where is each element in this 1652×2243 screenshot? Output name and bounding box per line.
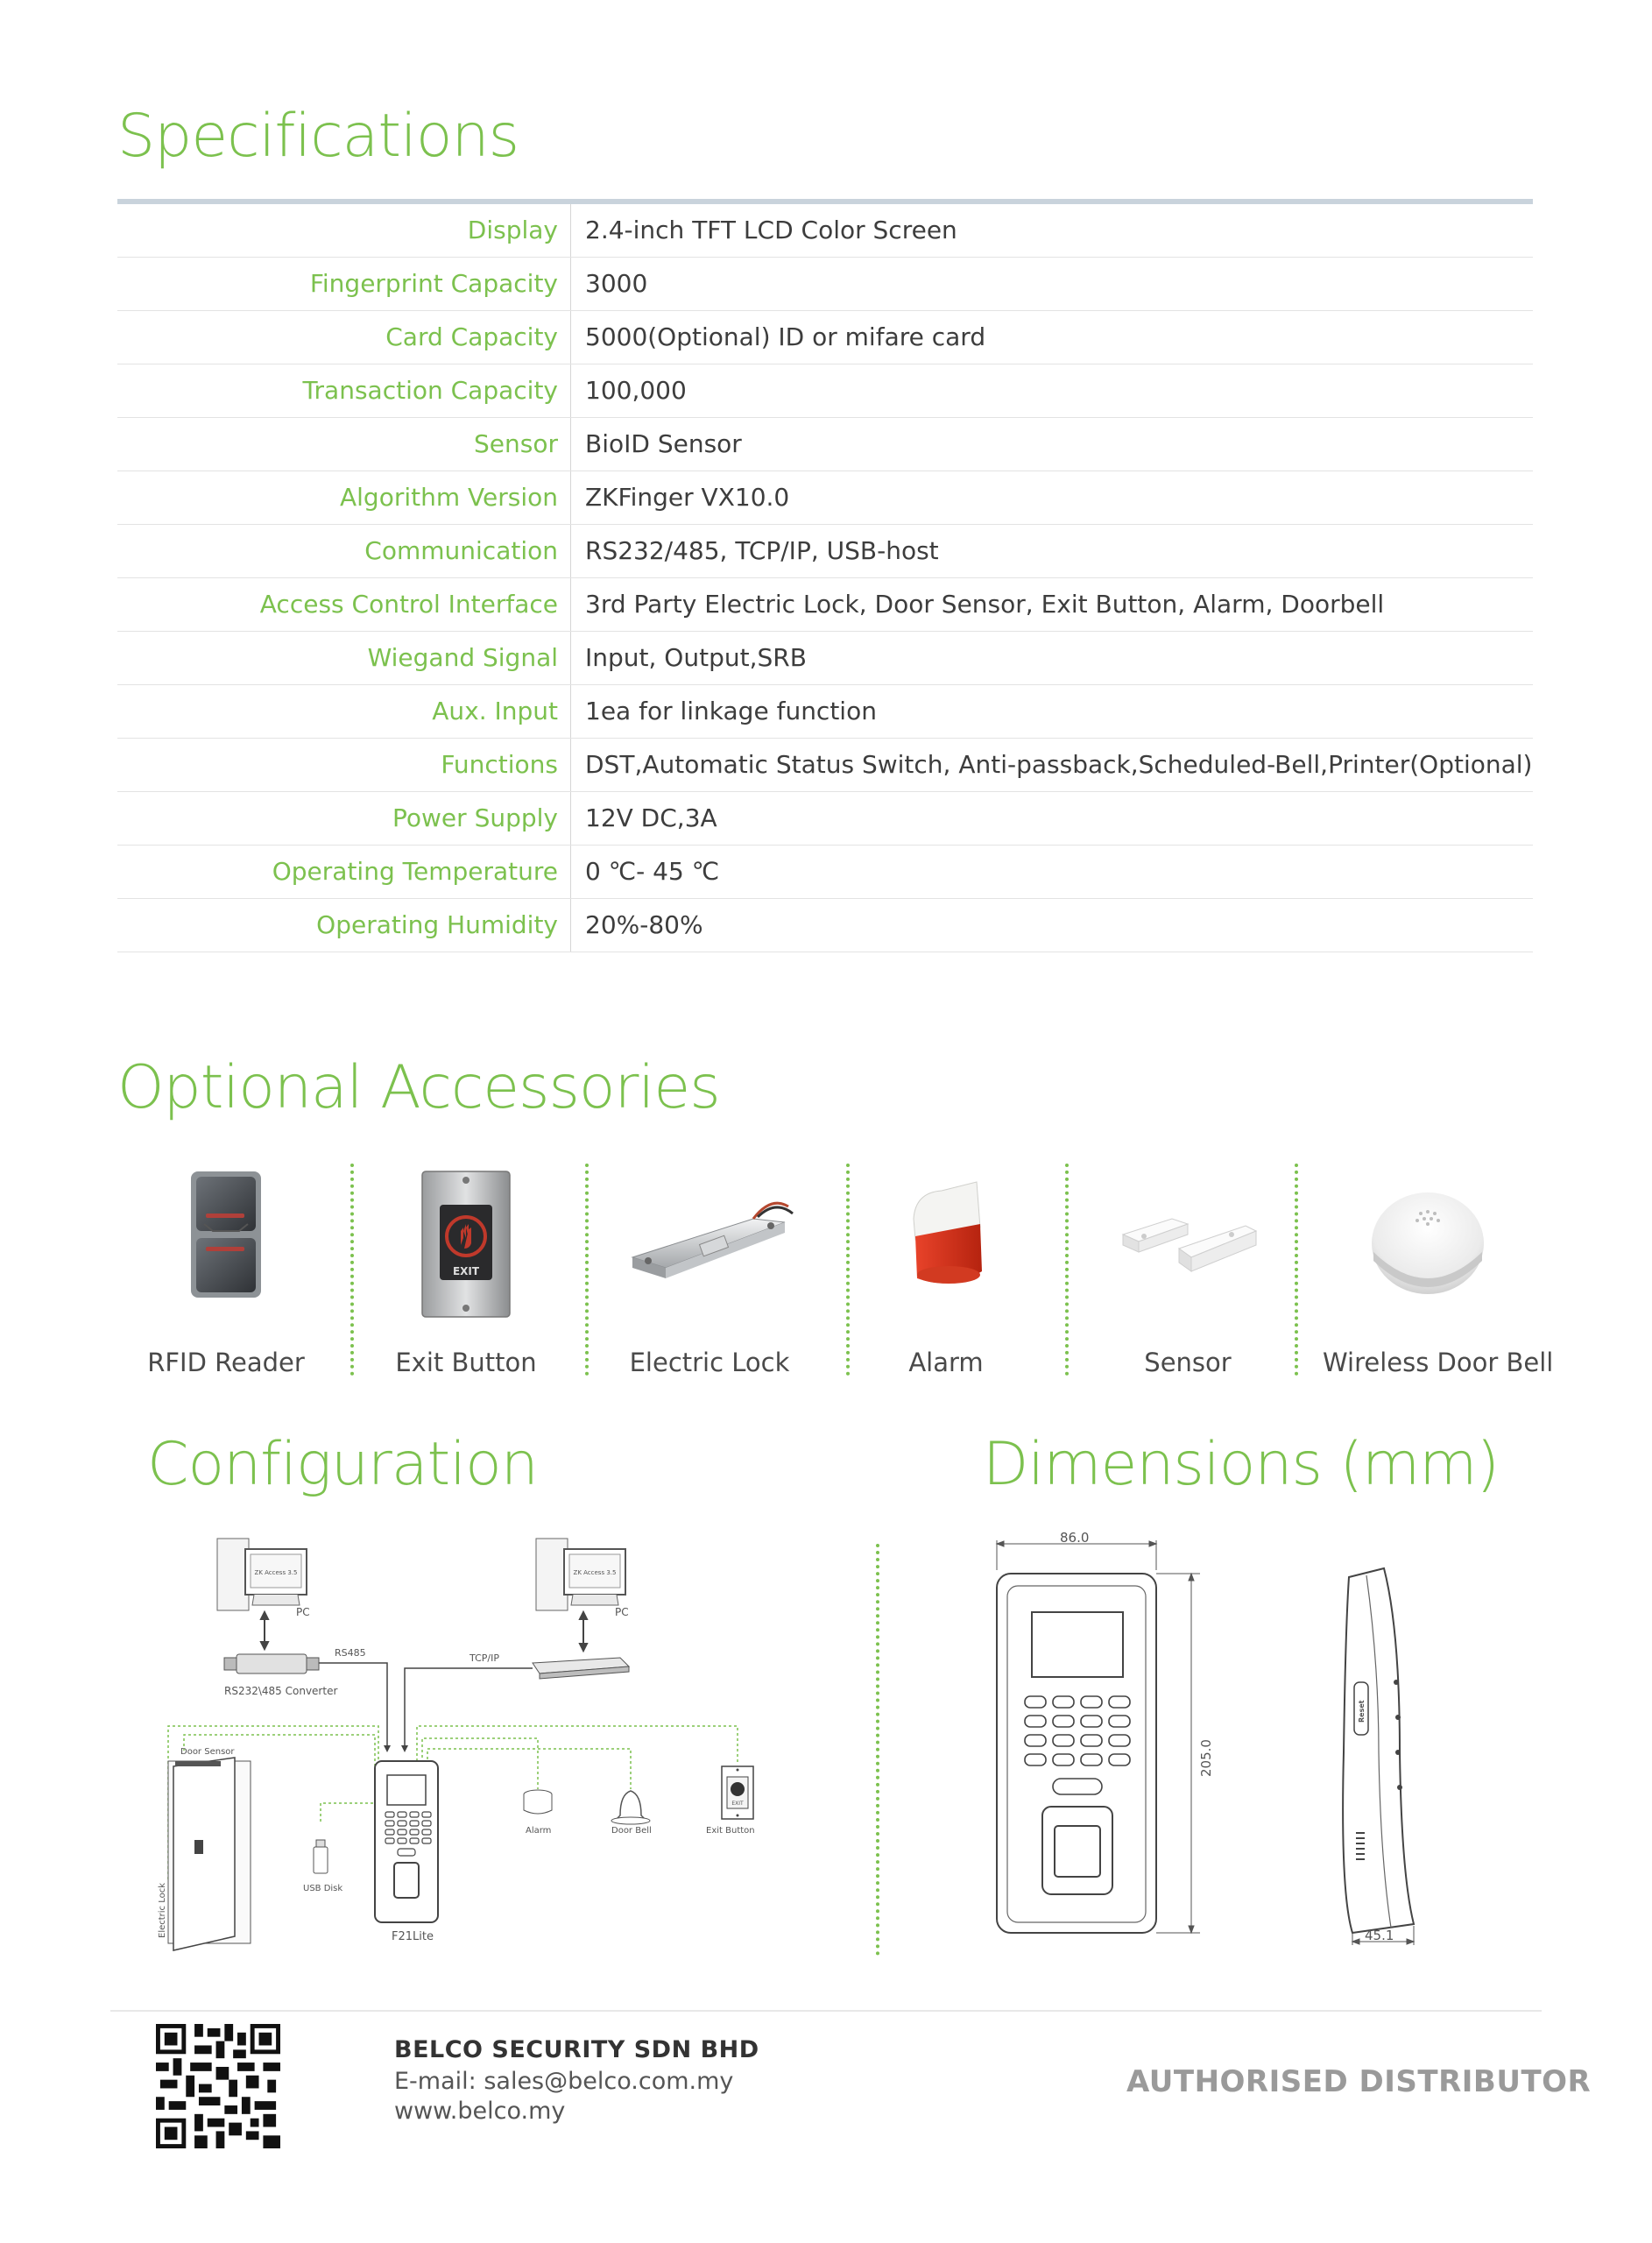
spec-row-sensor bbox=[117, 418, 1533, 471]
spec-row-aux-input bbox=[117, 685, 1533, 739]
converter-label: RS232\485 Converter bbox=[224, 1685, 338, 1697]
spec-label: Functions bbox=[117, 739, 571, 791]
spec-row-operating-humidity bbox=[117, 899, 1533, 952]
accessory-label: Sensor bbox=[1144, 1348, 1232, 1377]
door-bell-label: Door Bell bbox=[611, 1826, 652, 1836]
rfid-reader-icon bbox=[187, 1170, 265, 1301]
exit-button-icon bbox=[420, 1170, 512, 1319]
accessory-label: Exit Button bbox=[395, 1348, 537, 1377]
spec-label: Card Capacity bbox=[117, 311, 571, 364]
pc-label: PC bbox=[296, 1606, 310, 1618]
spec-value: 1ea for linkage function bbox=[585, 697, 877, 725]
pc-screen-label: ZK Access 3.5 bbox=[573, 1569, 617, 1576]
spec-value: 3000 bbox=[585, 269, 648, 298]
spec-row-functions bbox=[117, 739, 1533, 792]
door-icon bbox=[158, 1747, 251, 1950]
network-switch-icon bbox=[533, 1658, 629, 1679]
reset-label: Reset bbox=[1358, 1700, 1366, 1723]
accessory-label: Wireless Door Bell bbox=[1323, 1348, 1554, 1377]
door-bell-icon bbox=[1366, 1182, 1489, 1296]
spec-value: BioID Sensor bbox=[585, 429, 742, 458]
device-label: F21Lite bbox=[392, 1930, 434, 1943]
spec-row-transaction-capacity bbox=[117, 364, 1533, 418]
spec-row-communication bbox=[117, 525, 1533, 578]
accessory-electric-lock bbox=[613, 1161, 806, 1380]
spec-label: Sensor bbox=[117, 418, 571, 471]
pc-icon bbox=[536, 1539, 629, 1618]
accessory-divider bbox=[1295, 1164, 1298, 1376]
accessory-wireless-door-bell bbox=[1323, 1161, 1554, 1380]
spec-value: ZKFinger VX10.0 bbox=[585, 483, 790, 512]
pc-label: PC bbox=[615, 1606, 629, 1618]
spec-row-access-control-interface bbox=[117, 578, 1533, 632]
spec-row-algorithm-version bbox=[117, 471, 1533, 525]
spec-label: Aux. Input bbox=[117, 685, 571, 738]
exit-label: EXIT bbox=[452, 1265, 480, 1277]
alarm-icon bbox=[524, 1790, 552, 1836]
accessory-label: Electric Lock bbox=[629, 1348, 790, 1377]
usb-disk-label: USB Disk bbox=[303, 1884, 343, 1893]
company-email[interactable]: E-mail: sales@belco.com.my bbox=[394, 2068, 734, 2095]
electric-lock-icon bbox=[622, 1187, 797, 1292]
width-dimension: 86.0 bbox=[1060, 1530, 1090, 1546]
door-bell-icon bbox=[611, 1791, 652, 1836]
accessory-divider bbox=[585, 1164, 589, 1376]
accessories-title: Optional Accessories bbox=[117, 1053, 720, 1122]
spec-value: 0 ℃- 45 ℃ bbox=[585, 857, 720, 886]
spec-label: Display bbox=[117, 204, 571, 257]
device-side-view bbox=[1343, 1568, 1414, 1933]
company-name: BELCO SECURITY SDN BHD bbox=[394, 2036, 759, 2063]
accessory-alarm bbox=[876, 1161, 1016, 1380]
converter-icon bbox=[224, 1654, 337, 1697]
alarm-label: Alarm bbox=[526, 1826, 552, 1836]
spec-value: DST,Automatic Status Switch, Anti-passback,Scheduled-Bell,Printer(Optional) bbox=[585, 750, 1533, 779]
specifications-table bbox=[117, 204, 1533, 952]
accessory-label: Alarm bbox=[908, 1348, 984, 1377]
depth-dimension: 45.1 bbox=[1365, 1928, 1394, 1943]
device-front-view bbox=[997, 1574, 1156, 1933]
rs485-label: RS485 bbox=[335, 1647, 366, 1659]
spec-label: Operating Humidity bbox=[117, 899, 571, 952]
door-sensor-label: Door Sensor bbox=[180, 1747, 235, 1757]
accessory-divider bbox=[350, 1164, 354, 1376]
spec-value: 100,000 bbox=[585, 376, 687, 405]
spec-row-card-capacity bbox=[117, 311, 1533, 364]
spec-value: 20%-80% bbox=[585, 910, 703, 939]
spec-row-wiegand-signal bbox=[117, 632, 1533, 685]
tcpip-label: TCP/IP bbox=[469, 1652, 499, 1664]
spec-label: Wiegand Signal bbox=[117, 632, 571, 684]
height-dimension: 205.0 bbox=[1198, 1739, 1214, 1777]
spec-value: 5000(Optional) ID or mifare card bbox=[585, 322, 986, 351]
accessory-divider bbox=[846, 1164, 850, 1376]
pc-screen-label: ZK Access 3.5 bbox=[254, 1569, 298, 1576]
exit-label: EXIT bbox=[731, 1801, 744, 1807]
spec-label: Access Control Interface bbox=[117, 578, 571, 631]
exit-button-label: Exit Button bbox=[706, 1826, 755, 1836]
authorised-distributor: AUTHORISED DISTRIBUTOR bbox=[1126, 2064, 1592, 2099]
dimensions-diagram bbox=[981, 1525, 1437, 1945]
accessory-label: RFID Reader bbox=[147, 1348, 305, 1377]
spec-label: Fingerprint Capacity bbox=[117, 258, 571, 310]
footer-rule bbox=[110, 2010, 1542, 2012]
spec-row-fingerprint-capacity bbox=[117, 258, 1533, 311]
configuration-title: Configuration bbox=[147, 1430, 538, 1499]
section-divider bbox=[876, 1544, 879, 1956]
sensor-icon bbox=[1118, 1196, 1258, 1292]
company-website[interactable]: www.belco.my bbox=[394, 2098, 566, 2125]
spec-row-operating-temperature bbox=[117, 846, 1533, 899]
f21lite-device-icon bbox=[375, 1761, 438, 1943]
usb-disk-icon bbox=[303, 1840, 342, 1893]
spec-value: 2.4-inch TFT LCD Color Screen bbox=[585, 216, 957, 244]
spec-value: Input, Output,SRB bbox=[585, 643, 807, 672]
configuration-diagram bbox=[149, 1532, 815, 1952]
spec-label: Power Supply bbox=[117, 792, 571, 845]
accessory-exit-button bbox=[378, 1161, 554, 1380]
spec-label: Operating Temperature bbox=[117, 846, 571, 898]
spec-value: RS232/485, TCP/IP, USB-host bbox=[585, 536, 939, 565]
dimensions-title: Dimensions (mm) bbox=[983, 1430, 1500, 1499]
spec-row-power-supply bbox=[117, 792, 1533, 846]
spec-value: 3rd Party Electric Lock, Door Sensor, Exit Button, Alarm, Doorbell bbox=[585, 590, 1385, 619]
accessory-rfid-reader bbox=[140, 1161, 312, 1380]
accessory-divider bbox=[1065, 1164, 1069, 1376]
alarm-icon bbox=[898, 1175, 994, 1298]
spec-label: Algorithm Version bbox=[117, 471, 571, 524]
qr-code-icon bbox=[156, 2024, 280, 2148]
spec-label: Communication bbox=[117, 525, 571, 577]
spec-row-display bbox=[117, 204, 1533, 258]
spec-label: Transaction Capacity bbox=[117, 364, 571, 417]
electric-lock-label: Electric Lock bbox=[158, 1882, 167, 1938]
specifications-title: Specifications bbox=[117, 102, 519, 171]
pc-icon bbox=[217, 1539, 310, 1618]
exit-button-icon bbox=[706, 1766, 755, 1836]
accessory-sensor bbox=[1091, 1161, 1284, 1380]
spec-value: 12V DC,3A bbox=[585, 803, 717, 832]
